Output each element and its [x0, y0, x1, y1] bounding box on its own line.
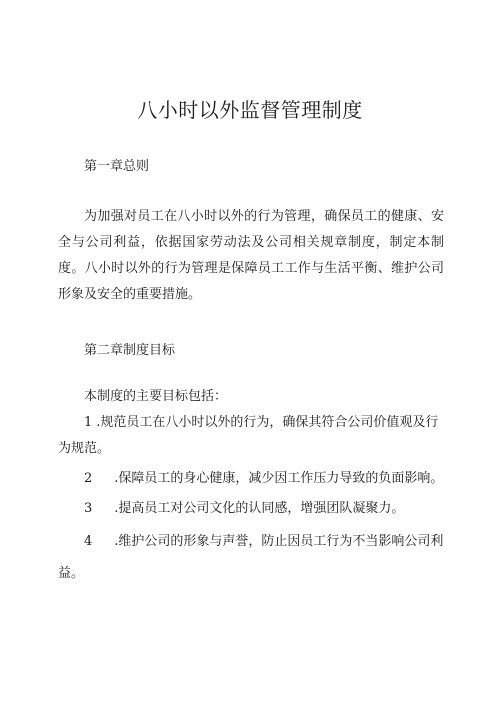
list-item-4	[58, 526, 444, 590]
list-item-number: 1	[84, 415, 93, 430]
list-item-number: 4	[84, 534, 93, 549]
list-item-text: .保障员工的身心健康，减少因工作压力导致的负面影响。	[114, 471, 444, 486]
list-item-3	[58, 496, 444, 522]
list-item-2	[58, 466, 444, 492]
chapter-1-heading: 第一章总则	[84, 159, 150, 174]
list-item-text: .提高员工对公司文化的认同感，增强团队凝聚力。	[114, 501, 405, 516]
chapter-2-intro: 本制度的主要目标包括：	[84, 389, 228, 404]
list-item-number: 2	[84, 471, 93, 486]
chapter-2-heading: 第二章制度目标	[84, 343, 176, 358]
document-title: 八小时以外监督管理制度	[137, 98, 363, 122]
chapter-1-paragraph: 为加强对员工在八小时以外的行为管理，确保员工的健康、安全与公司利益，依据国家劳动法及公司相关规章制度，制定本制度。八小时以外的行为管理是保障员工工作与生活平衡、维护公司形象及安全的重要措施。	[58, 209, 444, 302]
list-item-text: .规范员工在八小时以外的行为，确保其符合公司价值观及行为规范。	[58, 415, 439, 456]
list-item-1	[58, 410, 444, 462]
list-item-number: 3	[84, 501, 93, 516]
list-item-text: .维护公司的形象与声誉，防止因员工行为不当影响公司利益。	[58, 534, 444, 581]
